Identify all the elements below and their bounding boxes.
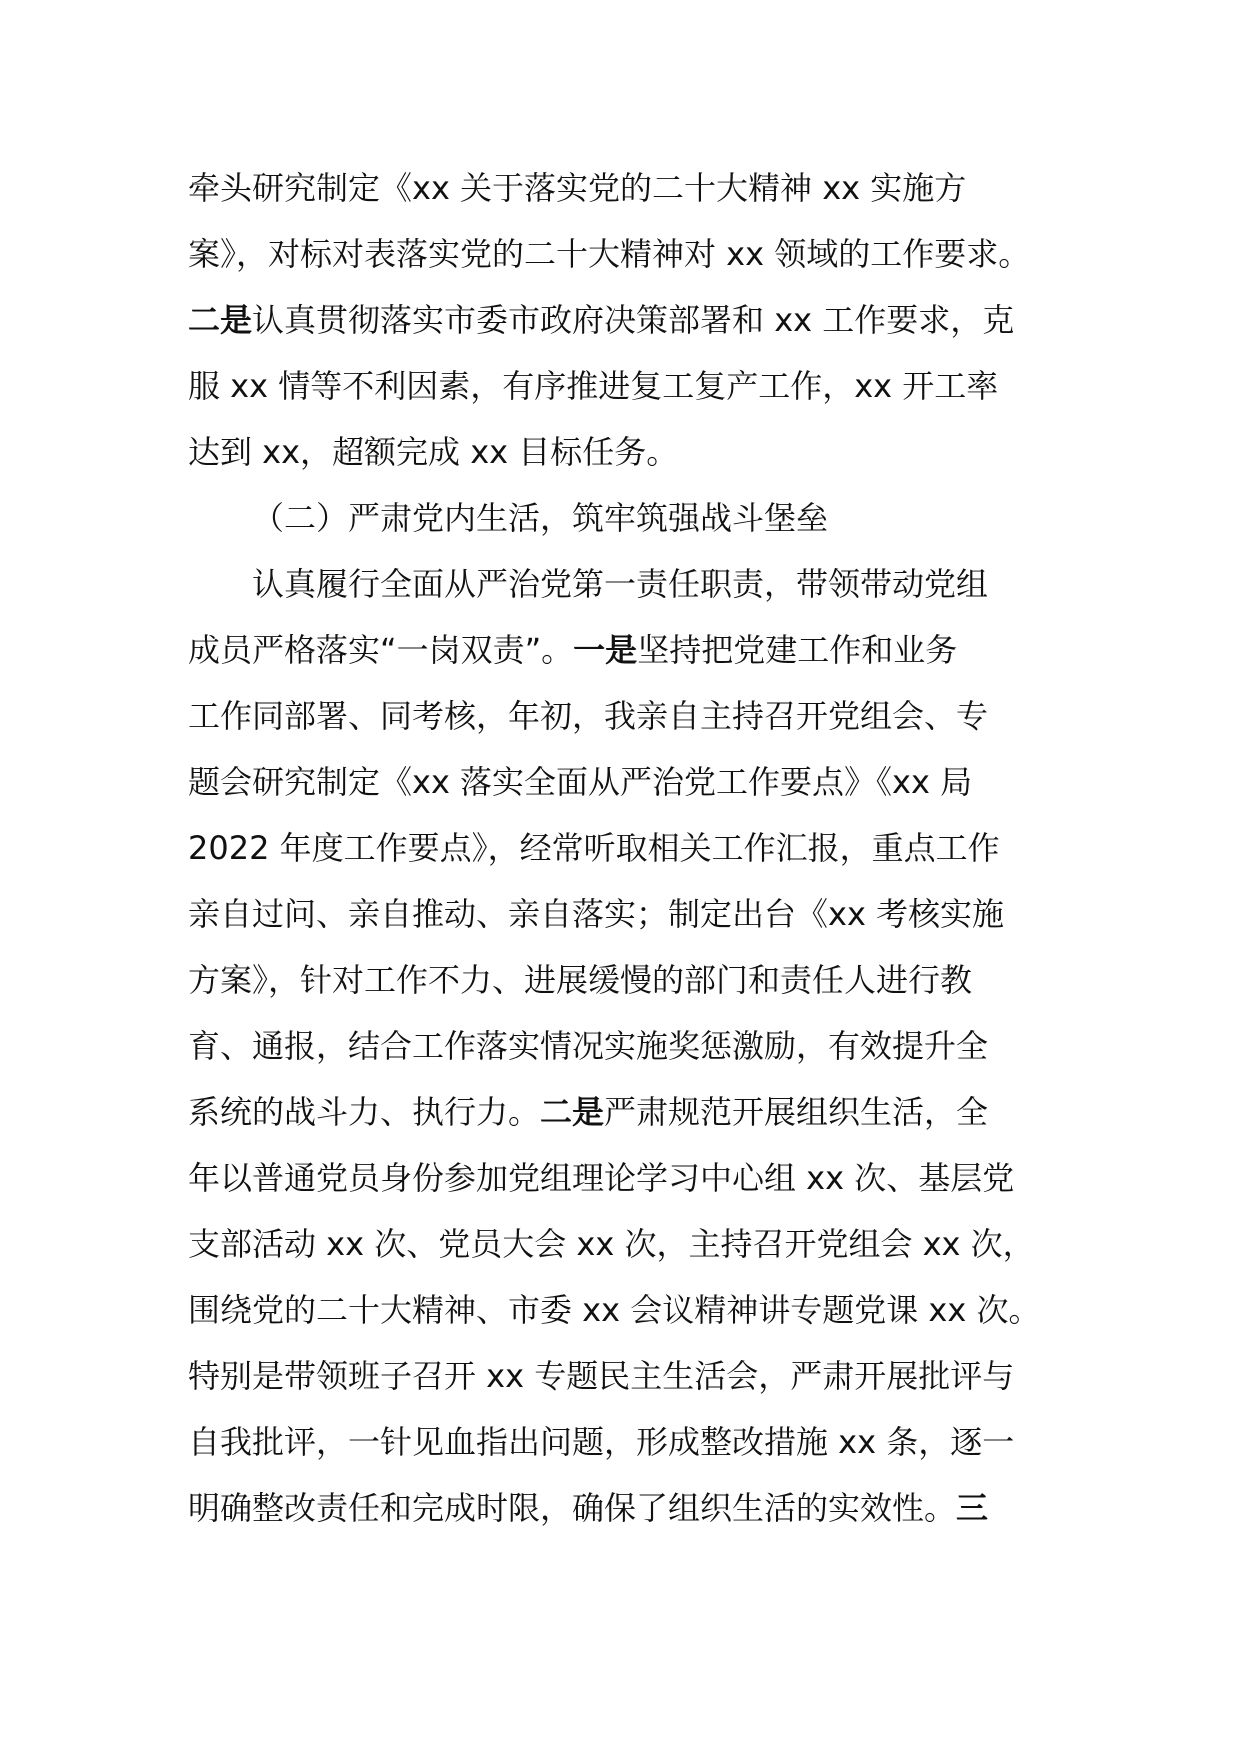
paragraph-line xyxy=(188,1145,1068,1211)
text-run: 支部活动 xx 次、党员大会 xx 次，主持召开党组会 xx 次， xyxy=(188,1225,1035,1263)
paragraph-line xyxy=(188,1211,1068,1277)
text-run: 案》，对标对表落实党的二十大精神对 xx 领域的工作要求。 xyxy=(188,235,1031,273)
paragraph-line xyxy=(188,353,1068,419)
paragraph-line xyxy=(188,221,1068,287)
paragraph-line xyxy=(188,419,1068,485)
paragraph-line xyxy=(188,1475,1068,1541)
section-heading xyxy=(188,485,1068,551)
paragraph-line xyxy=(188,1277,1068,1343)
paragraph-line xyxy=(188,1343,1068,1409)
text-run: 成员严格落实“一岗双责”。 xyxy=(188,631,574,669)
text-run: 系统的战斗力、执行力。 xyxy=(188,1093,541,1131)
text-run: 明确整改责任和完成时限，确保了组织生活的实效性。 xyxy=(188,1489,957,1527)
paragraph-line xyxy=(188,749,1068,815)
paragraph-line xyxy=(188,815,1068,881)
text-run: 严肃规范开展组织生活，全 xyxy=(604,1093,989,1131)
paragraph-line xyxy=(188,1079,1068,1145)
text-run: 自我批评，一针见血指出问题，形成整改措施 xx 条，逐一 xyxy=(188,1423,1015,1461)
text-run: 题会研究制定《xx 落实全面从严治党工作要点》《xx 局 xyxy=(188,763,973,801)
text-run: 育、通报，结合工作落实情况实施奖惩激励，有效提升全 xyxy=(188,1027,989,1065)
bold-lead-phrase: 一是 xyxy=(573,631,638,669)
text-run: 牵头研究制定《xx 关于落实党的二十大精神 xx 实施方 xyxy=(188,169,967,207)
text-run: 2022 年度工作要点》，经常听取相关工作汇报，重点工作 xyxy=(188,829,1000,867)
text-run: 坚持把党建工作和业务 xyxy=(637,631,958,669)
paragraph-line xyxy=(188,1409,1068,1475)
text-run: 认真贯彻落实市委市政府决策部署和 xx 工作要求，克 xyxy=(252,301,1015,339)
paragraph-line xyxy=(188,155,1068,221)
text-run: 认真履行全面从严治党第一责任职责，带领带动党组 xyxy=(252,565,989,603)
document-body xyxy=(188,155,1068,1541)
text-run: 方案》，针对工作不力、进展缓慢的部门和责任人进行教 xyxy=(188,961,973,999)
text-run: 年以普通党员身份参加党组理论学习中心组 xx 次、基层党 xyxy=(188,1159,1015,1197)
text-run: 服 xx 情等不利因素，有序推进复工复产工作，xx 开工率 xyxy=(188,367,999,405)
bold-lead-phrase: 二是 xyxy=(188,301,253,339)
text-run: 亲自过问、亲自推动、亲自落实；制定出台《xx 考核实施 xyxy=(188,895,1005,933)
text-run: 达到 xx，超额完成 xx 目标任务。 xyxy=(188,433,679,471)
bold-lead-phrase: 二是 xyxy=(540,1093,605,1131)
text-run: 围绕党的二十大精神、市委 xx 会议精神讲专题党课 xx 次。 xyxy=(188,1291,1041,1329)
paragraph-line xyxy=(188,287,1068,353)
paragraph-line xyxy=(188,1013,1068,1079)
paragraph-line xyxy=(188,551,1068,617)
text-run: 工作同部署、同考核，年初，我亲自主持召开党组会、专 xyxy=(188,697,989,735)
paragraph-line xyxy=(188,947,1068,1013)
bold-lead-phrase: 三 xyxy=(956,1489,989,1527)
paragraph-line xyxy=(188,683,1068,749)
text-run: （二）严肃党内生活，筑牢筑强战斗堡垒 xyxy=(252,499,829,537)
paragraph-line xyxy=(188,617,1068,683)
paragraph-line xyxy=(188,881,1068,947)
text-run: 特别是带领班子召开 xx 专题民主生活会，严肃开展批评与 xyxy=(188,1357,1015,1395)
